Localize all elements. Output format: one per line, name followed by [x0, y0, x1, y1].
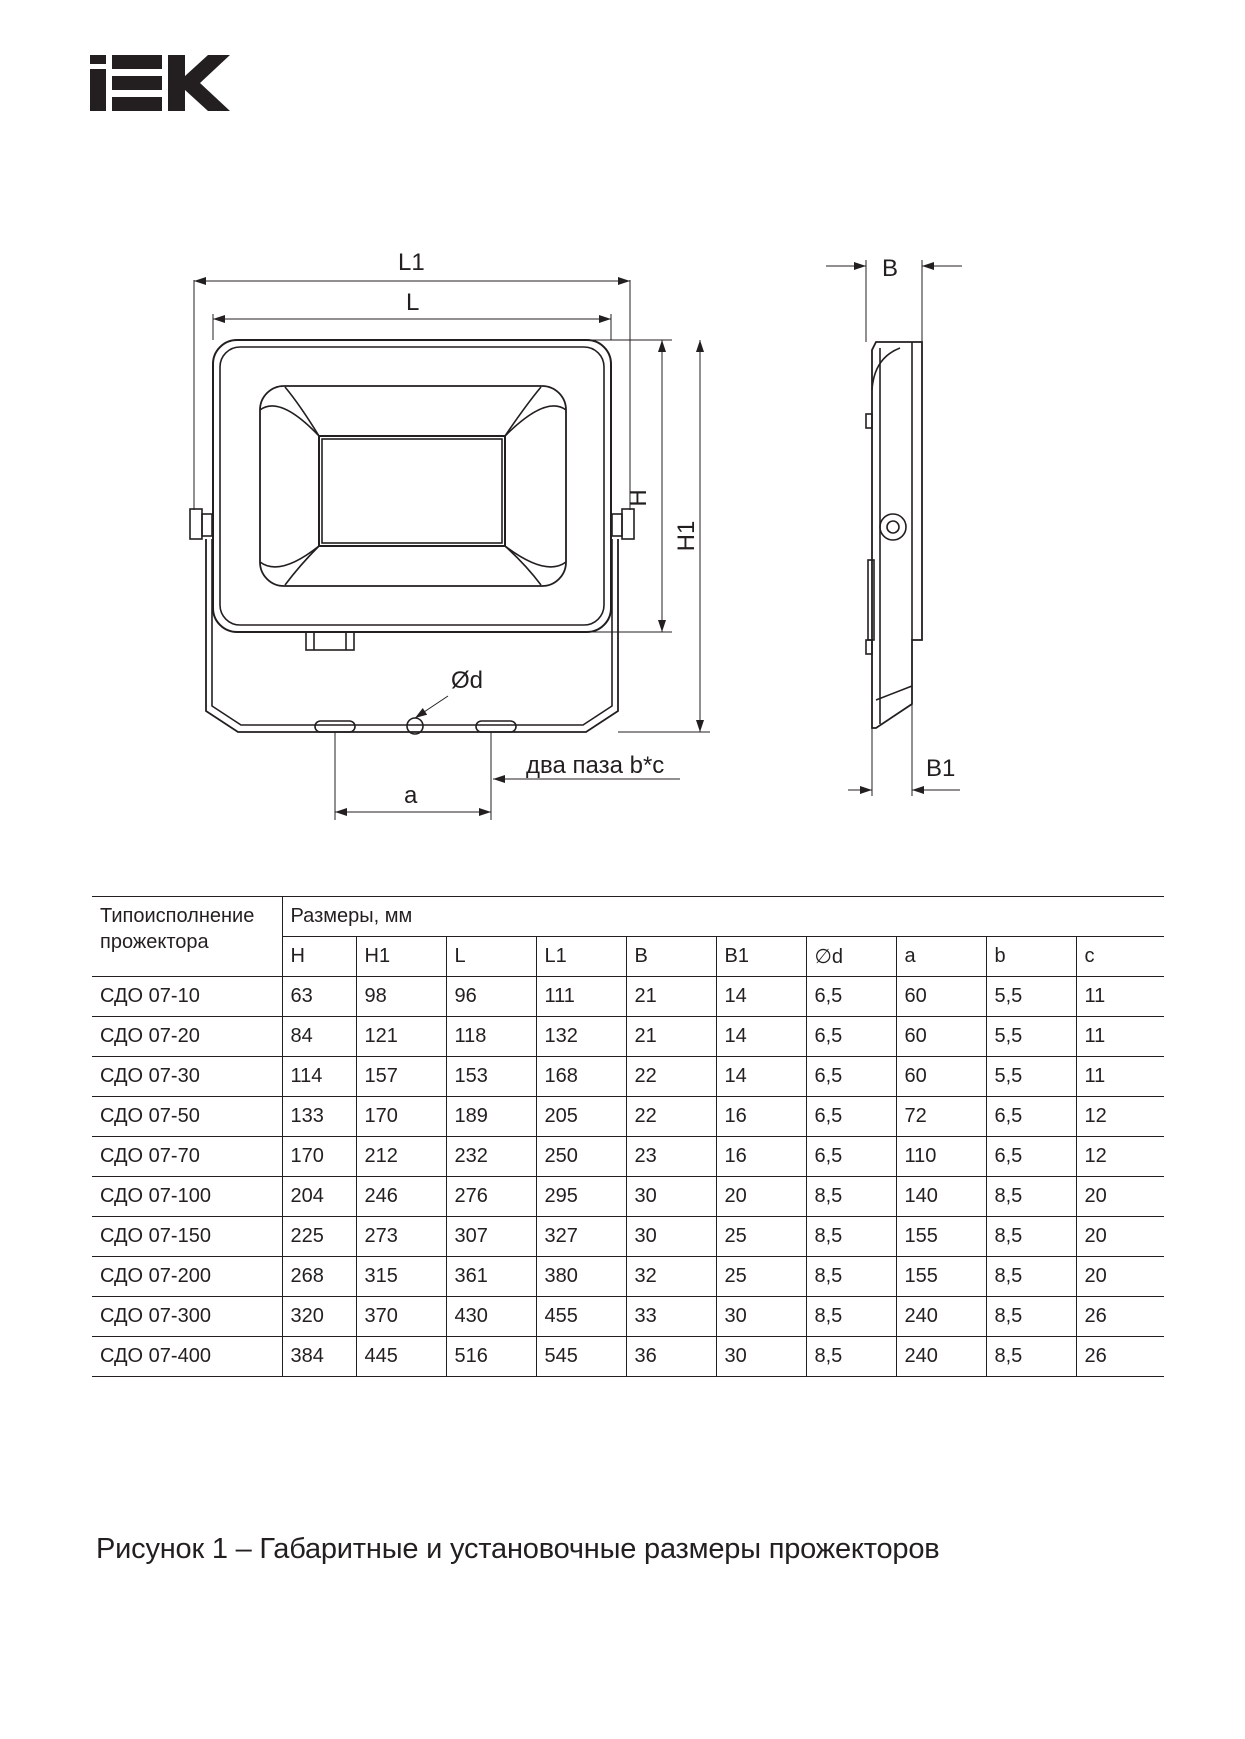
value-cell: 315	[356, 1257, 446, 1297]
value-cell: 12	[1076, 1097, 1164, 1137]
value-cell: 32	[626, 1257, 716, 1297]
value-cell: 6,5	[986, 1137, 1076, 1177]
value-cell: 30	[626, 1217, 716, 1257]
value-cell: 5,5	[986, 977, 1076, 1017]
label-H1: H1	[673, 520, 700, 552]
value-cell: 6,5	[806, 977, 896, 1017]
value-cell: 5,5	[986, 1057, 1076, 1097]
value-cell: 26	[1076, 1297, 1164, 1337]
value-cell: 60	[896, 1017, 986, 1057]
label-L: L	[406, 289, 420, 316]
dimensions-table	[92, 896, 1164, 1377]
value-cell: 6,5	[806, 1137, 896, 1177]
value-cell: 33	[626, 1297, 716, 1337]
value-cell: 36	[626, 1337, 716, 1377]
value-cell: 384	[282, 1337, 356, 1377]
value-cell: 12	[1076, 1137, 1164, 1177]
value-cell: 72	[896, 1097, 986, 1137]
value-cell: 8,5	[986, 1257, 1076, 1297]
value-cell: 25	[716, 1217, 806, 1257]
value-cell: 320	[282, 1297, 356, 1337]
table-row	[92, 1137, 1164, 1177]
value-cell: 11	[1076, 1057, 1164, 1097]
value-cell: 63	[282, 977, 356, 1017]
value-cell: 157	[356, 1057, 446, 1097]
value-cell: 246	[356, 1177, 446, 1217]
label-a: a	[404, 782, 418, 809]
value-cell: 21	[626, 1017, 716, 1057]
model-cell: СДО 07-30	[92, 1057, 282, 1097]
value-cell: 98	[356, 977, 446, 1017]
value-cell: 20	[1076, 1177, 1164, 1217]
value-cell: 8,5	[986, 1217, 1076, 1257]
value-cell: 273	[356, 1217, 446, 1257]
value-cell: 307	[446, 1217, 536, 1257]
table-row	[92, 1297, 1164, 1337]
value-cell: 16	[716, 1137, 806, 1177]
value-cell: 30	[716, 1297, 806, 1337]
value-cell: 6,5	[806, 1097, 896, 1137]
label-d: Ød	[451, 667, 484, 694]
value-cell: 155	[896, 1257, 986, 1297]
column-header: L1	[536, 937, 626, 977]
table-row	[92, 1057, 1164, 1097]
column-header: B	[626, 937, 716, 977]
value-cell: 133	[282, 1097, 356, 1137]
table-row	[92, 1177, 1164, 1217]
model-cell: СДО 07-50	[92, 1097, 282, 1137]
label-B1: B1	[926, 755, 956, 782]
value-cell: 23	[626, 1137, 716, 1177]
value-cell: 84	[282, 1017, 356, 1057]
model-cell: СДО 07-150	[92, 1217, 282, 1257]
value-cell: 60	[896, 977, 986, 1017]
value-cell: 118	[446, 1017, 536, 1057]
value-cell: 8,5	[986, 1177, 1076, 1217]
value-cell: 268	[282, 1257, 356, 1297]
label-B: B	[882, 255, 899, 282]
value-cell: 295	[536, 1177, 626, 1217]
model-cell: СДО 07-100	[92, 1177, 282, 1217]
value-cell: 20	[1076, 1217, 1164, 1257]
table-row	[92, 1337, 1164, 1377]
value-cell: 361	[446, 1257, 536, 1297]
value-cell: 8,5	[986, 1297, 1076, 1337]
column-header: a	[896, 937, 986, 977]
iek-logo	[90, 55, 230, 111]
value-cell: 204	[282, 1177, 356, 1217]
value-cell: 30	[716, 1337, 806, 1377]
value-cell: 370	[356, 1297, 446, 1337]
value-cell: 6,5	[986, 1097, 1076, 1137]
table-row	[92, 1217, 1164, 1257]
value-cell: 121	[356, 1017, 446, 1057]
value-cell: 110	[896, 1137, 986, 1177]
value-cell: 6,5	[806, 1057, 896, 1097]
table-row	[92, 1017, 1164, 1057]
value-cell: 455	[536, 1297, 626, 1337]
value-cell: 16	[716, 1097, 806, 1137]
model-cell: СДО 07-300	[92, 1297, 282, 1337]
column-header: H	[282, 937, 356, 977]
table-row	[92, 977, 1164, 1017]
value-cell: 205	[536, 1097, 626, 1137]
table-row	[92, 1097, 1164, 1137]
value-cell: 516	[446, 1337, 536, 1377]
value-cell: 25	[716, 1257, 806, 1297]
dimension-drawing	[0, 230, 1245, 850]
value-cell: 8,5	[806, 1177, 896, 1217]
value-cell: 20	[1076, 1257, 1164, 1297]
value-cell: 327	[536, 1217, 626, 1257]
value-cell: 111	[536, 977, 626, 1017]
value-cell: 189	[446, 1097, 536, 1137]
value-cell: 8,5	[806, 1297, 896, 1337]
table-row	[92, 1257, 1164, 1297]
model-cell: СДО 07-400	[92, 1337, 282, 1377]
table-header-row	[92, 897, 1164, 937]
front-view	[190, 340, 634, 734]
model-cell: СДО 07-70	[92, 1137, 282, 1177]
value-cell: 170	[356, 1097, 446, 1137]
value-cell: 8,5	[806, 1337, 896, 1377]
side-view	[866, 342, 922, 728]
column-header: B1	[716, 937, 806, 977]
label-L1: L1	[398, 249, 425, 276]
column-header: b	[986, 937, 1076, 977]
figure-caption: Рисунок 1 – Габаритные и установочные размеры прожекторов	[96, 1533, 940, 1565]
model-cell: СДО 07-10	[92, 977, 282, 1017]
column-header: H1	[356, 937, 446, 977]
value-cell: 8,5	[986, 1337, 1076, 1377]
value-cell: 8,5	[806, 1257, 896, 1297]
value-cell: 250	[536, 1137, 626, 1177]
model-cell: СДО 07-200	[92, 1257, 282, 1297]
value-cell: 11	[1076, 1017, 1164, 1057]
value-cell: 430	[446, 1297, 536, 1337]
value-cell: 20	[716, 1177, 806, 1217]
value-cell: 240	[896, 1337, 986, 1377]
value-cell: 114	[282, 1057, 356, 1097]
value-cell: 22	[626, 1057, 716, 1097]
value-cell: 232	[446, 1137, 536, 1177]
value-cell: 14	[716, 977, 806, 1017]
value-cell: 153	[446, 1057, 536, 1097]
value-cell: 545	[536, 1337, 626, 1377]
value-cell: 276	[446, 1177, 536, 1217]
value-cell: 240	[896, 1297, 986, 1337]
value-cell: 132	[536, 1017, 626, 1057]
column-header: c	[1076, 937, 1164, 977]
value-cell: 155	[896, 1217, 986, 1257]
label-slots: два паза b*c	[526, 752, 665, 779]
value-cell: 96	[446, 977, 536, 1017]
value-cell: 168	[536, 1057, 626, 1097]
value-cell: 6,5	[806, 1017, 896, 1057]
value-cell: 14	[716, 1057, 806, 1097]
value-cell: 14	[716, 1017, 806, 1057]
value-cell: 212	[356, 1137, 446, 1177]
value-cell: 445	[356, 1337, 446, 1377]
value-cell: 8,5	[806, 1217, 896, 1257]
value-cell: 26	[1076, 1337, 1164, 1377]
value-cell: 30	[626, 1177, 716, 1217]
value-cell: 170	[282, 1137, 356, 1177]
value-cell: 225	[282, 1217, 356, 1257]
value-cell: 60	[896, 1057, 986, 1097]
table-body	[92, 977, 1164, 1377]
column-header: ∅d	[806, 937, 896, 977]
value-cell: 5,5	[986, 1017, 1076, 1057]
dims-header: Размеры, мм	[282, 897, 1164, 937]
value-cell: 380	[536, 1257, 626, 1297]
model-header: Типоисполнение прожектора	[92, 897, 282, 977]
column-header: L	[446, 937, 536, 977]
value-cell: 11	[1076, 977, 1164, 1017]
label-H: H	[625, 489, 652, 507]
value-cell: 140	[896, 1177, 986, 1217]
model-cell: СДО 07-20	[92, 1017, 282, 1057]
value-cell: 22	[626, 1097, 716, 1137]
value-cell: 21	[626, 977, 716, 1017]
